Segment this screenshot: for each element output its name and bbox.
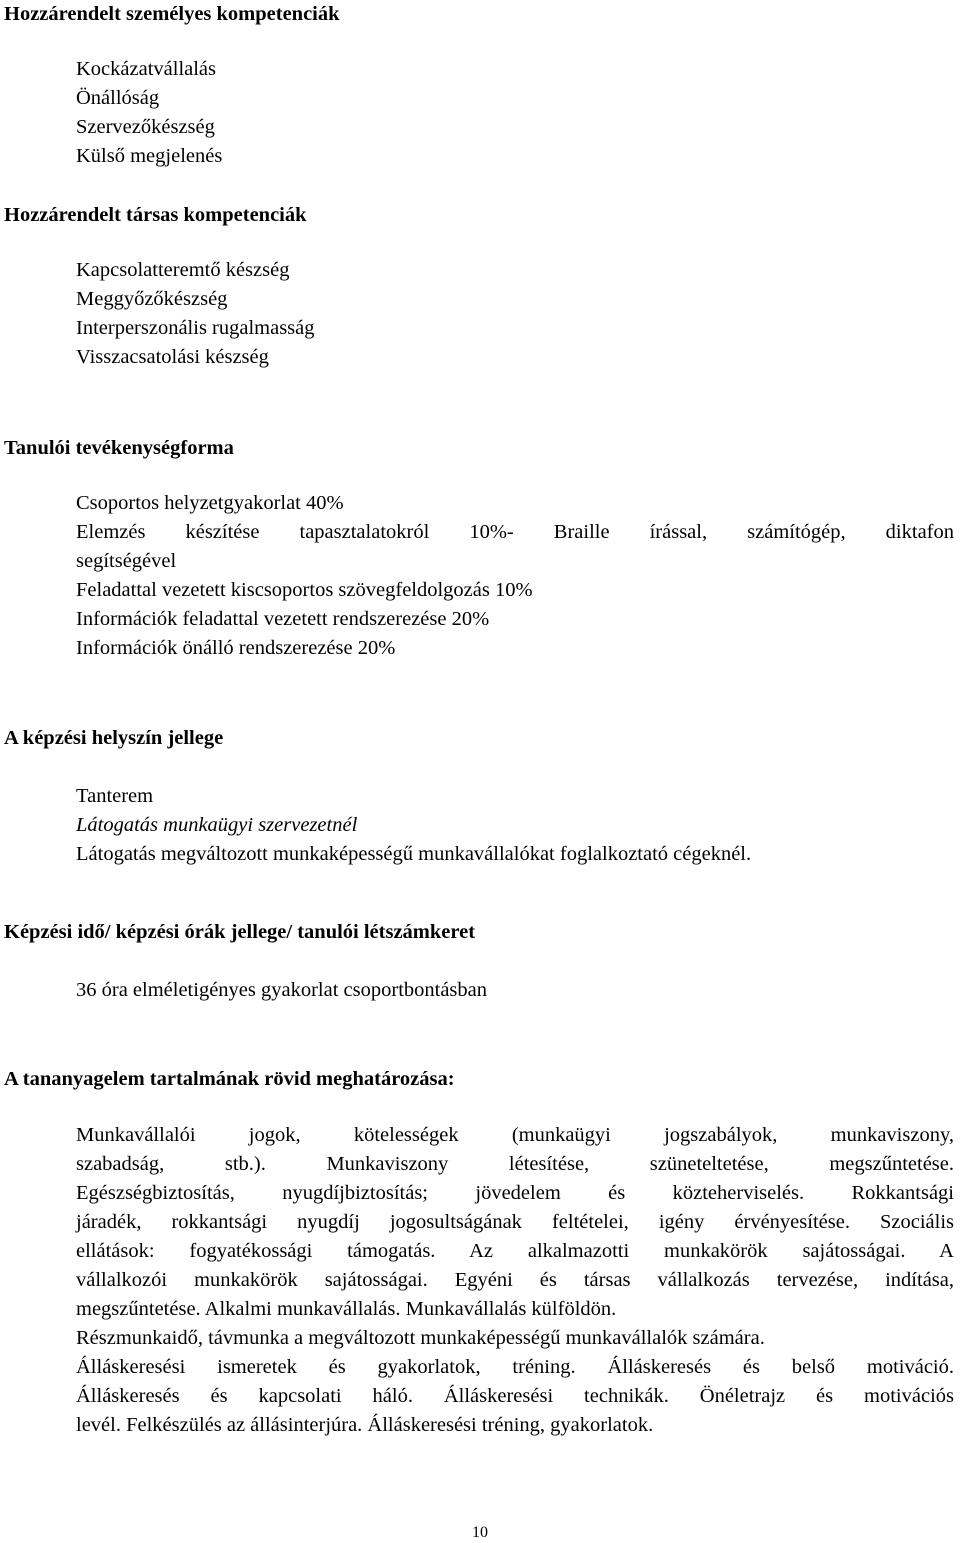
- list-item: Külső megjelenés: [76, 145, 223, 167]
- list-training-time: [76, 976, 487, 1005]
- paragraph-line: Álláskeresés és kapcsolati háló. Álláskeresési technikák. Önéletrajz és motivációs: [76, 1385, 954, 1407]
- heading-personal-competencies: Hozzárendelt személyes kompetenciák: [4, 3, 340, 25]
- list-item: Információk önálló rendszerezése 20%: [76, 637, 396, 659]
- paragraph-line: szabadság, stb.). Munkaviszony létesítése, szüneteltetése, megszűntetése.: [76, 1153, 954, 1175]
- heading-training-time: Képzési idő/ képzési órák jellege/ tanulói létszámkeret: [4, 921, 476, 943]
- list-item: Interperszonális rugalmasság: [76, 317, 315, 339]
- list-item: Csoportos helyzetgyakorlat 40%: [76, 492, 344, 514]
- list-item: Kapcsolatteremtő készség: [76, 259, 290, 281]
- list-item: Elemzés készítése tapasztalatokról 10%- Braille írással, számítógép, diktafon: [76, 521, 954, 543]
- list-item: Tanterem: [76, 785, 154, 807]
- list-item: Látogatás megváltozott munkaképességű munkavállalókat foglalkoztató cégeknél.: [76, 843, 752, 865]
- content-paragraphs: [76, 1121, 954, 1440]
- heading-activity-forms: Tanulói tevékenységforma: [4, 437, 234, 459]
- list-item: Látogatás munkaügyi szervezetnél: [76, 814, 358, 836]
- list-item: Feladattal vezetett kiscsoportos szövegfeldolgozás 10%: [76, 579, 533, 601]
- list-item: Információk feladattal vezetett rendszerezése 20%: [76, 608, 490, 630]
- list-item: 36 óra elméletigényes gyakorlat csoportbontásban: [76, 979, 488, 1001]
- paragraph-line: ellátások: fogyatékossági támogatás. Az alkalmazotti munkakörök sajátosságai. A: [76, 1240, 954, 1262]
- paragraph-line: Álláskeresési ismeretek és gyakorlatok, tréning. Álláskeresés és belső motiváció.: [76, 1356, 954, 1378]
- list-training-location: [76, 782, 751, 869]
- list-item: Szervezőkészség: [76, 116, 215, 138]
- paragraph-line: Részmunkaidő, távmunka a megváltozott munkaképességű munkavállalók számára.: [76, 1327, 765, 1349]
- paragraph-line: Munkavállalói jogok, kötelességek (munkaügyi jogszabályok, munkaviszony,: [76, 1124, 954, 1146]
- list-activity-forms: [76, 489, 954, 663]
- heading-content-description: A tananyagelem tartalmának rövid meghatározása:: [4, 1068, 455, 1090]
- paragraph-line: vállalkozói munkakörök sajátosságai. Egyéni és társas vállalkozás tervezése, indítása,: [76, 1269, 954, 1291]
- list-personal-competencies: [76, 55, 222, 171]
- list-item: Visszacsatolási készség: [76, 346, 269, 368]
- paragraph-line: Egészségbiztosítás, nyugdíjbiztosítás; jövedelem és közteherviselés. Rokkantsági: [76, 1182, 954, 1204]
- paragraph-line: járadék, rokkantsági nyugdíj jogosultságának feltételei, igény érvényesítése. Szociális: [76, 1211, 954, 1233]
- paragraph-line: levél. Felkészülés az állásinterjúra. Álláskeresési tréning, gyakorlatok.: [76, 1414, 654, 1436]
- list-item: Kockázatvállalás: [76, 58, 217, 80]
- list-item-continuation: segítségével: [76, 550, 177, 572]
- heading-social-competencies: Hozzárendelt társas kompetenciák: [4, 204, 307, 226]
- list-social-competencies: [76, 256, 315, 372]
- list-item: Önállóság: [76, 87, 160, 109]
- heading-training-location: A képzési helyszín jellege: [4, 727, 224, 749]
- paragraph-line: megszűntetése. Alkalmi munkavállalás. Munkavállalás külföldön.: [76, 1298, 617, 1320]
- page-number: 10: [472, 1524, 488, 1541]
- list-item: Meggyőzőkészség: [76, 288, 228, 310]
